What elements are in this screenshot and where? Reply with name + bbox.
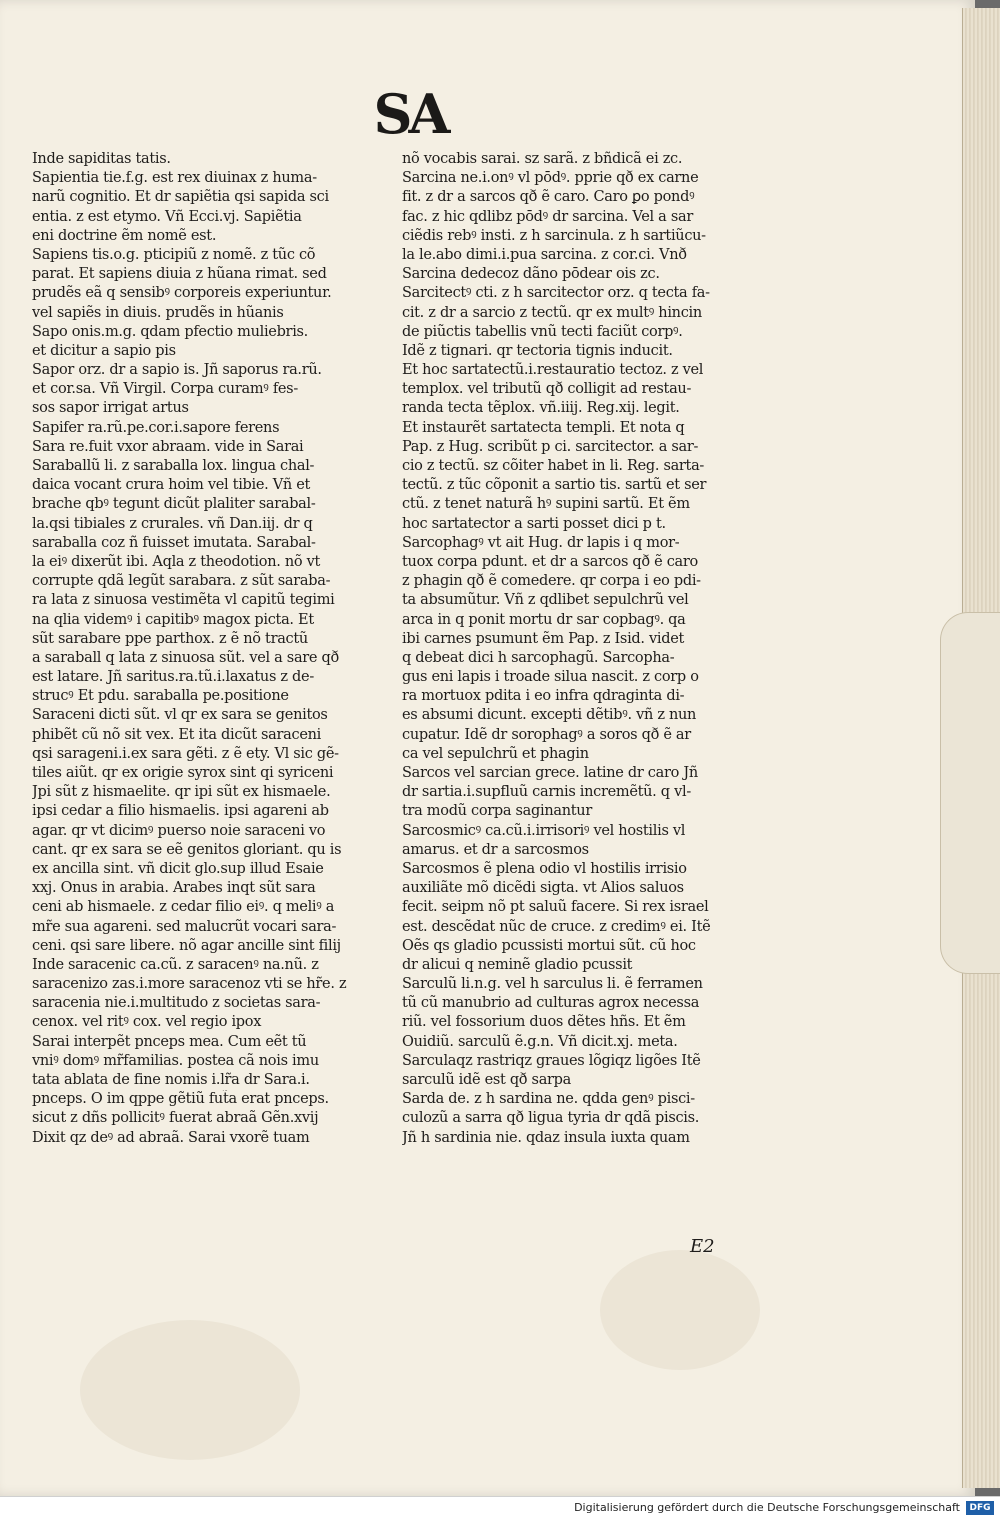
- text-line: saraballa coz ñ fuisset imutata. Sarabal-: [32, 534, 316, 551]
- text-line: phibẽt cũ nõ sit vex. Et ita dicũt saraceni: [32, 726, 321, 743]
- text-line: tũ cũ manubrio ad culturas agrox necessa: [402, 995, 700, 1012]
- text-line: la le.abo dimi.i.pua sarcina. z cor.ci. Vnð: [402, 246, 687, 263]
- text-line: Sapo onis.m.g. qdam pfectio muliebris.: [32, 323, 308, 340]
- text-line: ceni ab hismaele. z cedar filio eiꝰ. q meliꝰ a: [32, 899, 335, 916]
- text-line: cupatur. Idẽ dr sorophagꝰ a soros qð ẽ ar: [402, 726, 691, 743]
- text-line: dr sartia.i.supfluũ carnis incremẽtũ. q vl-: [402, 784, 691, 801]
- text-line: arca in q ponit mortu dr sar copbagꝰ. qa: [402, 611, 686, 628]
- text-line: cenox. vel ritꝰ cox. vel regio ipox: [32, 1014, 262, 1031]
- signature-mark: E2: [690, 1236, 715, 1257]
- text-line: Pap. z Hug. scribũt p ci. sarcitector. a sar-: [402, 438, 699, 455]
- text-line: Sarcos vel sarcian grece. latine dr caro Jñ: [402, 765, 698, 781]
- left-text-column: [32, 150, 394, 1148]
- text-line: Oẽs qs gladio pcussisti mortui sũt. cũ hoc: [402, 937, 696, 954]
- text-line: nõ vocabis sarai. sz sarã. z bñdicã ei zc.: [402, 151, 683, 167]
- text-line: fecit. seipm nõ pt saluũ facere. Si rex israel: [402, 899, 709, 916]
- text-line: ex ancilla sint. vñ dicit glo.sup illud Esaie: [32, 860, 324, 877]
- text-line: la eiꝰ dixerũt ibi. Aqla z theodotion. nõ vt: [32, 553, 321, 570]
- text-line: xxj. Onus in arabia. Arabes inqt sũt sara: [32, 880, 316, 897]
- text-line: auxiliãte mõ dicẽdi sigta. vt Alios saluos: [402, 880, 684, 897]
- text-line: randa tecta tẽplox. vñ.iiij. Reg.xij. legit.: [402, 400, 680, 417]
- text-line: ceni. qsi sare libere. nõ agar ancille sint filij: [32, 937, 341, 954]
- text-line: Idẽ z tignari. qr tectoria tignis inducit.: [402, 342, 673, 359]
- text-line: sarculũ idẽ est qð sarpa: [402, 1072, 571, 1088]
- text-line: fac. z hic qdlibz pōdꝰ dr sarcina. Vel a sar: [402, 208, 693, 225]
- footer-bar: [0, 1496, 1000, 1520]
- text-line: Ouidiũ. sarculũ ẽ.g.n. Vñ dicit.xj. meta.: [402, 1033, 678, 1050]
- text-line: z phagin qð ẽ comedere. qr corpa i eo pdi-: [402, 573, 701, 590]
- paper-stain: [80, 1320, 300, 1460]
- text-line: sũt sarabare ppe parthox. z ẽ nõ tractũ: [32, 630, 308, 647]
- text-line: ctũ. z tenet naturã hꝰ supini sartũ. Et ẽm: [402, 496, 690, 513]
- text-line: cit. z dr a sarcio z tectũ. qr ex multꝰ hincin: [402, 304, 702, 321]
- text-line: fit. z dr a sarcos qð ẽ caro. Caro ꝑo pondꝰ: [402, 189, 695, 206]
- text-line: entia. z est etymo. Vñ Ecci.vj. Sapiẽtia: [32, 208, 302, 225]
- right-text-column: [402, 150, 768, 1148]
- text-line: tata ablata de fine nomis i.lr̃a dr Sara.i.: [32, 1072, 310, 1088]
- text-line: daica vocant crura hoim vel tibie. Vñ et: [32, 477, 311, 494]
- text-line: Sarcina dedecoz dãno pōdear ois zc.: [402, 266, 660, 283]
- text-line: cio z tectũ. sz cõiter habet in li. Reg. sarta-: [402, 458, 705, 474]
- text-line: eni doctrine ẽm nomẽ est.: [32, 227, 217, 244]
- text-line: est latare. Jñ saritus.ra.tũ.i.laxatus z de-: [32, 669, 314, 686]
- text-line: mr̃e sua agareni. sed malucrũt vocari sara-: [32, 918, 337, 935]
- text-line: saracenizo zas.i.more saracenoz vti se hr̃e. z: [32, 976, 347, 993]
- text-line: Et instaurẽt sartatecta templi. Et nota q: [402, 419, 685, 436]
- text-line: Sarculũ li.n.g. vel h sarculus li. ẽ ferramen: [402, 976, 703, 993]
- text-line: Dixit qz deꝰ ad abraã. Sarai vxorẽ tuam: [32, 1129, 310, 1146]
- text-line: Sapifer ra.rũ.pe.cor.i.sapore ferens: [32, 419, 280, 436]
- text-line: q debeat dici h sarcophagũ. Sarcopha-: [402, 649, 675, 666]
- text-line: na qlia videmꝰ i capitibꝰ magox picta. Et: [32, 611, 314, 628]
- text-line: Jpi sũt z hismaelite. qr ipi sũt ex hismaele.: [32, 784, 331, 801]
- text-line: de piũctis tabellis vnũ tecti faciũt corpꝰ.: [402, 323, 683, 340]
- text-line: dr alicui q neminẽ gladio pcussit: [402, 956, 633, 973]
- text-line: Saraceni dicti sũt. vl qr ex sara se genitos: [32, 707, 328, 724]
- text-line: est. descẽdat nũc de cruce. z credimꝰ ei. Itẽ: [402, 918, 711, 935]
- text-line: Inde sapiditas tatis.: [32, 151, 171, 167]
- text-line: Jñ h sardinia nie. qdaz insula iuxta quam: [402, 1129, 690, 1146]
- text-line: Sapiens tis.o.g. pticipiũ z nomẽ. z tũc cõ: [32, 246, 316, 263]
- text-line: prudẽs eã q sensibꝰ corporeis experiuntur.: [32, 285, 332, 302]
- paper-stain: [600, 1250, 760, 1370]
- text-line: vniꝰ domꝰ mr̃familias. postea cã nois imu: [32, 1052, 319, 1069]
- text-line: Sarcitectꝰ cti. z h sarcitector orz. q tecta fa-: [402, 285, 710, 302]
- page-tab: [940, 612, 1000, 974]
- text-line: la.qsi tibiales z crurales. vñ Dan.iij. dr q: [32, 515, 313, 532]
- text-line: Sapor orz. dr a sapio is. Jñ saporus ra.rũ.: [32, 362, 322, 379]
- text-line: es absumi dicunt. excepti dẽtibꝰ. vñ z nun: [402, 707, 697, 724]
- text-line: gus eni lapis i troade silua nascit. z corp o: [402, 669, 699, 686]
- text-line: amarus. et dr a sarcosmos: [402, 841, 589, 858]
- text-line: Sarda de. z h sardina ne. qdda genꝰ pisci-: [402, 1091, 695, 1108]
- text-line: ra lata z sinuosa vestimẽta vl capitũ tegimi: [32, 592, 335, 609]
- text-line: et cor.sa. Vñ Virgil. Corpa curamꝰ fes-: [32, 381, 298, 398]
- text-line: et dicitur a sapio pis: [32, 342, 176, 359]
- text-line: ciẽdis rebꝰ insti. z h sarcinula. z h sartiũcu-: [402, 227, 706, 244]
- text-line: culozũ a sarra qð ligua tyria dr qdã piscis.: [402, 1110, 700, 1127]
- text-line: tra modũ corpa saginantur: [402, 803, 592, 820]
- text-line: sos sapor irrigat artus: [32, 400, 189, 417]
- text-line: pnceps. O im qppe gẽtiũ fut̃a erat pnceps.: [32, 1091, 329, 1108]
- funding-credit: Digitalisierung gefördert durch die Deutsche Forschungsgemeinschaft: [574, 1501, 960, 1514]
- text-line: Sara re.fuit vxor abraam. vide in Sarai: [32, 438, 304, 455]
- text-line: Sarcosmicꝰ ca.cũ.i.irrisoriꝰ vel hostilis vl: [402, 822, 686, 839]
- text-line: strucꝰ Et pdu. saraballa pe.positione: [32, 688, 289, 705]
- text-line: tiles aiũt. qr ex origie syrox sint qi syriceni: [32, 765, 334, 781]
- text-line: corrupte qdã legũt sarabara. z sũt saraba-: [32, 573, 331, 590]
- text-line: Sarai interpẽt pnceps mea. Cum eẽt tũ: [32, 1033, 307, 1050]
- text-line: saracenia nie.i.multitudo z societas sara-: [32, 995, 321, 1012]
- text-line: Et hoc sartatectũ.i.restauratio tectoz. z vel: [402, 362, 704, 379]
- page-heading: SA: [373, 82, 447, 146]
- text-line: ca vel sepulchrũ et phagin: [402, 745, 589, 762]
- text-line: riũ. vel fossorium duos dẽtes hñs. Et ẽm: [402, 1014, 686, 1031]
- text-line: qsi sarageni.i.ex sara gẽti. z ẽ ety. Vl sic gẽ-: [32, 745, 339, 762]
- text-line: vel sapiẽs in diuis. prudẽs in hũanis: [32, 304, 284, 321]
- text-line: narũ cognitio. Et dr sapiẽtia qsi sapida sci: [32, 189, 329, 206]
- text-line: ra mortuox pdita i eo infra qdraginta di-: [402, 688, 685, 705]
- text-line: Sarcina ne.i.onꝰ vl pōdꝰ. pprie qð ex carne: [402, 170, 699, 187]
- text-line: agar. qr vt dicimꝰ puerso noie saraceni vo: [32, 822, 326, 839]
- text-line: Sarcosmos ẽ plena odio vl hostilis irrisio: [402, 860, 687, 877]
- text-line: Inde saracenic ca.cũ. z saracenꝰ na.nũ. z: [32, 956, 319, 973]
- text-line: ipsi cedar a filio hismaelis. ipsi agareni ab: [32, 803, 329, 820]
- text-line: Sarcophagꝰ vt ait Hug. dr lapis i q mor-: [402, 534, 680, 551]
- text-line: tuox corpa pdunt. et dr a sarcos qð ẽ caro: [402, 553, 698, 570]
- text-line: hoc sartatector a sarti posset dici p t.: [402, 515, 666, 532]
- text-line: cant. qr ex sara se eẽ genitos gloriant. qu is: [32, 841, 342, 858]
- text-line: ibi carnes psumunt ẽm Pap. z Isid. videt: [402, 630, 685, 647]
- text-line: Sarculaqz rastriqz graues lõgiqz ligões Itẽ: [402, 1052, 701, 1069]
- text-line: parat. Et sapiens diuia z hũana rimat. sed: [32, 266, 327, 283]
- text-line: ta absumũtur. Vñ z qdlibet sepulchrũ vel: [402, 592, 689, 609]
- text-line: tectũ. z tũc cõponit a sartio tis. sartũ et ser: [402, 477, 707, 494]
- text-line: brache qbꝰ tegunt dicũt plaliter sarabal-: [32, 496, 316, 513]
- text-line: sicut z dñs pollicitꝰ fuerat abraã Gẽn.xvij: [32, 1110, 319, 1127]
- dfg-logo: DFG: [966, 1501, 994, 1515]
- text-line: Saraballũ li. z saraballa lox. lingua chal-: [32, 458, 315, 474]
- text-line: Sapientia tie.f.g. est rex diuinax z huma-: [32, 170, 317, 187]
- text-line: templox. vel tributũ qð colligit ad restau-: [402, 381, 692, 398]
- text-line: a saraball q lata z sinuosa sũt. vel a sare qð: [32, 649, 339, 666]
